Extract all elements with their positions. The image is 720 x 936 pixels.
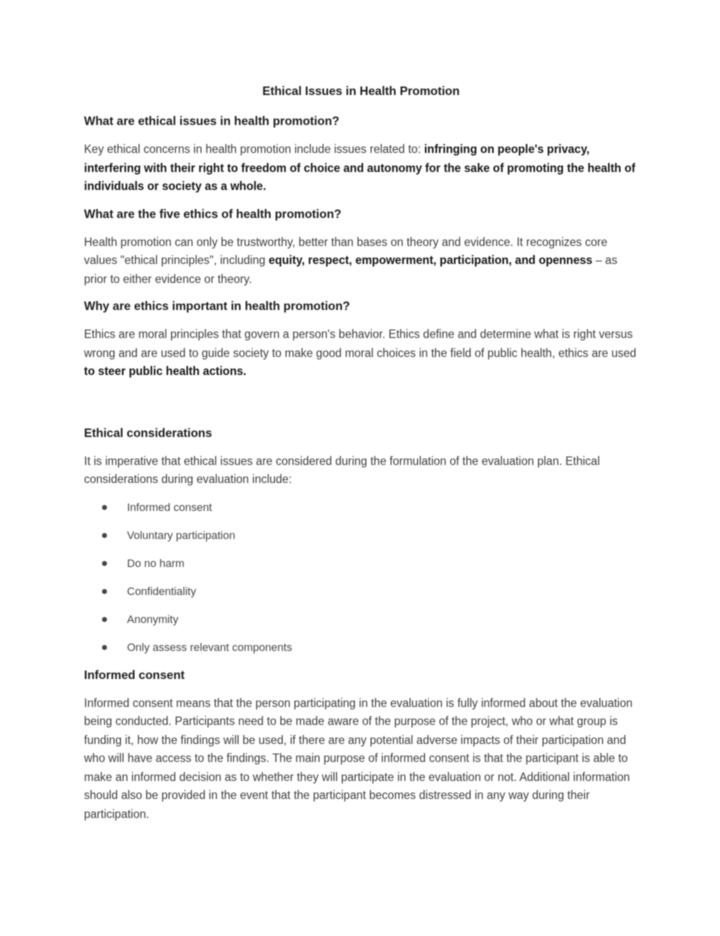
list-item-label: Do no harm [127,557,185,570]
body-text: Key ethical concerns in health promotion include issues related to: [84,144,425,156]
considerations-list [84,500,638,656]
section-heading-ethical-issues: What are ethical issues in health promotion? [84,114,340,128]
bullet-icon [102,617,107,622]
section-body-ethical-issues [84,141,638,197]
section-heading-why-ethics: Why are ethics important in health promotion? [84,299,351,313]
section-spacer [84,392,638,426]
list-item [102,612,638,628]
informed-consent-body: Informed consent means that the person participating in the evaluation is fully informed about the evaluation being conducted. Participants need to be made aware of the purpose of the project, who or what group is funding it, how the findings will be used, if there are any potential adverse impacts of their participation and who will have access to the findings. The main purpose of informed consent is that the participant is able to make an informed decision as to whether they will participate in the evaluation or not. Additional information should also be provided in the event that the participant becomes distressed in any way during their participation. [84,697,633,821]
considerations-intro: It is imperative that ethical issues are considered during the formulation of the evaluation plan. Ethical considerations during evaluation include: [84,455,600,486]
list-item [102,584,638,600]
list-item-label: Voluntary participation [127,529,236,542]
bullet-icon [102,589,107,594]
bullet-icon [102,645,107,650]
body-emphasis: equity, respect, empowerment, participation, and openness [268,255,593,267]
bullet-icon [102,561,107,566]
document-title: Ethical Issues in Health Promotion [262,84,460,98]
section-heading-informed-consent: Informed consent [84,667,185,682]
list-item-label: Anonymity [127,613,179,626]
bullet-icon [102,505,107,510]
body-text: Ethics are moral principles that govern a person's behavior. Ethics define and determine what is right versus wrong and are used to guide society to make good moral choices in the field of public health, ethics are used [84,329,637,360]
list-item [102,556,638,572]
list-item-label: Informed consent [127,501,212,514]
list-item [102,528,638,544]
list-item [102,640,638,656]
list-item [102,500,638,516]
section-heading-ethical-considerations: Ethical considerations [84,425,213,440]
body-text: Health promotion can only be trustworthy, better than bases on theory and evidence. It recognizes core values "ethical principles", including [84,236,608,267]
body-text-tail: – as prior to either evidence or theory. [84,255,618,286]
body-emphasis: infringing on people's privacy, interfering with their right to freedom of choice and autonomy for the sake of promoting the health of individuals or society as a whole. [84,144,636,193]
bullet-icon [102,533,107,538]
list-item-label: Only assess relevant components [127,641,293,654]
section-heading-five-ethics: What are the five ethics of health promotion? [84,206,342,221]
list-item-label: Confidentiality [127,585,197,598]
section-body-five-ethics [84,234,638,290]
section-body-why-ethics [84,326,638,382]
body-emphasis: to steer public health actions. [84,366,247,378]
